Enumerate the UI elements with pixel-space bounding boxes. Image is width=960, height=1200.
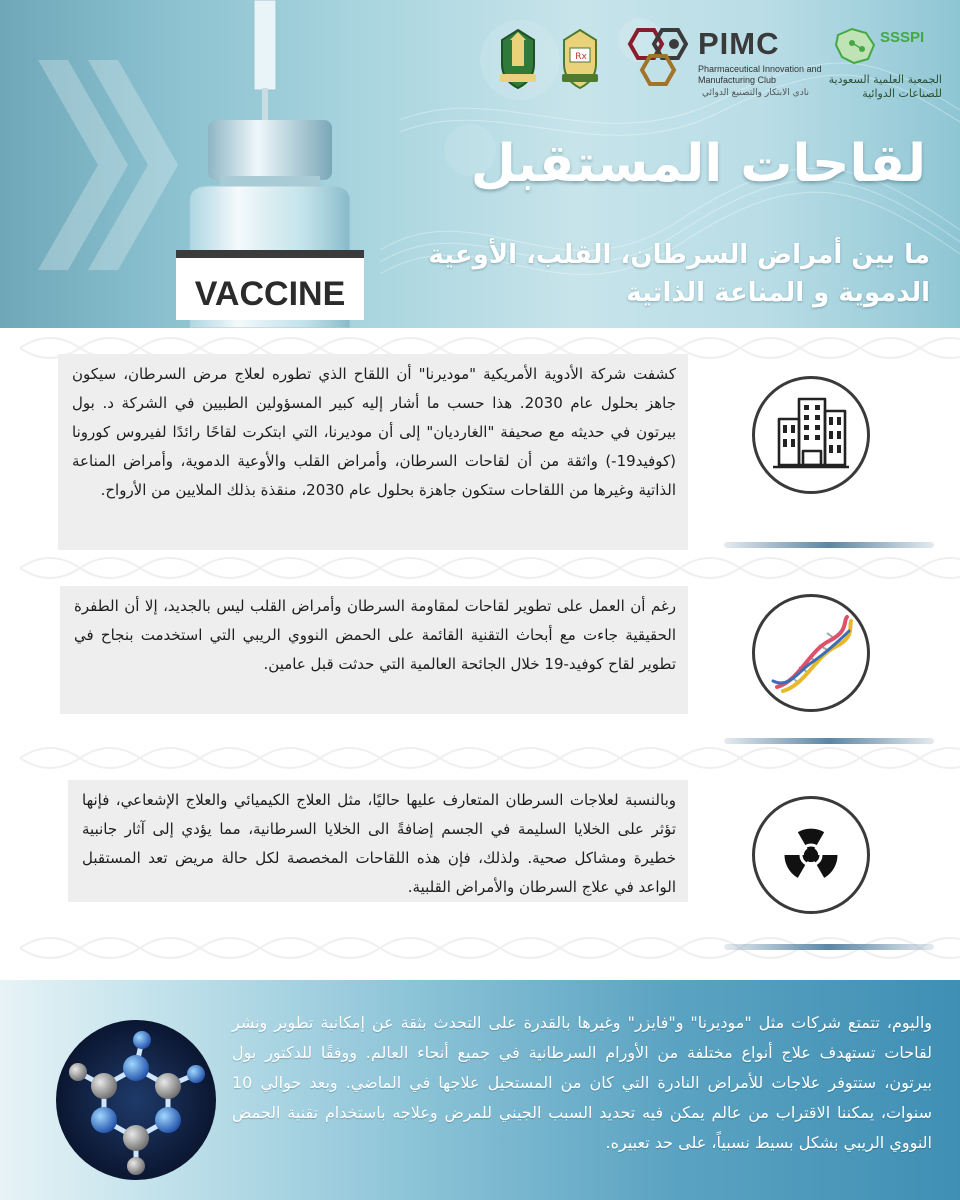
footer-banner [0,980,960,1200]
pimc-name: PIMC [698,26,780,61]
sssp-name-line1: الجمعية العلمية السعودية [828,73,942,86]
vaccine-vial-image [150,0,390,328]
sssp-tag: SSSPI [880,29,925,46]
dna-icon [769,611,853,695]
footer-text: واليوم، تتمتع شركات مثل "موديرنا" و"فايزر" وغيرها بالقدرة على التحدث بثقة عن إمكانية تطوير ونشر لقاحات تستهدف علاج أنواع مختلفة من الأورام السرطانية في جميع أنحاء العالم. ووفقًا للدكتور بول بيرتون، ستتوفر علاجات للأمراض النادرة التي كان من المستحيل علاجها في الماضي. وبعد حوالي 10 سنوات، يمكننا الاقتراب من عالم يمكن فيه تحديد السبب الجيني للمرض وعلاجه باستخدام تقنية الحمض النووي الريبي بشكل بسيط نسبياً، على حد تعبيره. [232,1013,932,1152]
section-2-text: رغم أن العمل على تطوير لقاحات لمقاومة السرطان وأمراض القلب ليس بالجديد، إلا أن الطفرة الحقيقية جاءت مع أبحاث التقنية القائمة على الحمض النووي الريبي التي استخدمت بنجاح في تطوير لقاح كوفيد-19 خلال الجائحة العالمية التي حدثت قبل عامين. [60,586,688,714]
separator-1 [724,542,934,548]
sssp-map-icon [832,25,878,67]
subtitle-line-2: الدموية و المناعة الذاتية [626,278,930,308]
page-title: لقاحات المستقبل [470,134,926,194]
section-3-text: وبالنسبة لعلاجات السرطان المتعارف عليها حاليًا، مثل العلاج الكيميائي والعلاج الإشعاعي، فإنها تؤثر على الخلايا السليمة في الجسم إضافةً الى الخلايا السرطانية، مما يؤدي إلى آثار جانبية خطيرة ومشاكل صحية. ولذلك، فإن هذه اللقاحات المخصصة لكل حالة مريض تعد المستقبل الواعد في علاج السرطان والأمراض القلبية. [68,780,688,902]
buildings-icon [769,393,853,477]
section-3-icon-circle [752,796,870,914]
sssp-logo [828,19,942,100]
separator-2 [724,738,934,744]
content-area [0,328,960,980]
header-banner [0,0,960,328]
pimc-sub-line1: Pharmaceutical Innovation and [698,64,822,74]
university-seal [494,26,542,92]
pimc-sub-line2: Manufacturing Club [698,75,777,85]
section-1-text: كشفت شركة الأدوية الأمريكية "موديرنا" أن اللقاح الذي تطوره لعلاج مرض السرطان، سيكون جاهز بحلول عام 2030. هذا حسب ما أشار إليه كبير المسؤولين الطبيين في الشركة د. بول بيرتون في حديثه مع صحيفة "الغارديان" إلى أن موديرنا، التي ابتكرت لقاحًا رائدًا لفيروس كورونا (كوفيد19-) واثقة من أن لقاحات السرطان، وأمراض القلب والأوعية الدموية، وأمراض المناعة الذاتية وغيرها من اللقاحات ستكون جاهزة بحلول عام 2030، منقذة بذلك الملايين من الأرواح. [58,354,688,550]
section-2-icon-circle [752,594,870,712]
radiation-icon [769,813,853,897]
subtitle-line-1: ما بين أمراض السرطان، القلب، الأوعية [428,240,930,270]
molecule-image [52,1016,220,1180]
pharmacy-faculty-seal [556,26,604,92]
separator-3 [724,944,934,950]
page-subtitle [370,236,930,312]
section-1-icon-circle [752,376,870,494]
pimc-arabic-name: نادي الابتكار والتصنيع الدوائي [702,88,809,98]
pimc-logo [618,18,822,100]
pimc-hexagon-icon [618,26,688,92]
logos-row [494,14,942,104]
vial-label: VACCINE [194,275,346,313]
svg-text:Rx: Rx [575,52,587,62]
sssp-name-line2: للصناعات الدوائية [862,87,942,100]
